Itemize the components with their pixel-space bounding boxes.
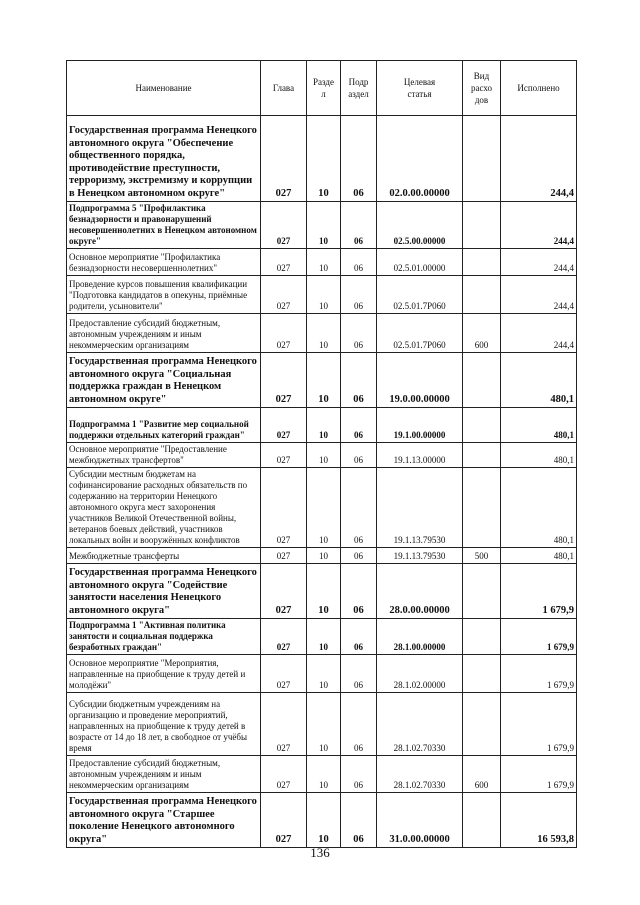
row-executed: 244,4 (501, 202, 577, 249)
row-section: 10 (307, 314, 341, 353)
row-subsection: 06 (341, 353, 377, 408)
row-executed: 480,1 (501, 468, 577, 548)
row-expense-type (463, 564, 501, 619)
row-expense-type: 500 (463, 548, 501, 564)
row-section: 10 (307, 276, 341, 314)
row-target: 19.0.00.00000 (377, 353, 463, 408)
row-name: Предоставление субсидий бюджетным, автономным учреждениям и иным некоммерческим организациям (67, 756, 261, 793)
table-header-row (67, 61, 577, 116)
table-row (67, 756, 577, 793)
header-executed: Исполнено (501, 61, 577, 116)
row-name: Предоставление субсидий бюджетным, автономным учреждениям и иным некоммерческим организациям (67, 314, 261, 353)
row-target: 02.0.00.00000 (377, 116, 463, 202)
row-name: Государственная программа Ненецкого автономного округа "Старшее поколение Ненецкого автономного округа" (67, 793, 261, 848)
row-executed: 480,1 (501, 443, 577, 468)
row-chapter: 027 (261, 353, 307, 408)
row-name: Межбюджетные трансферты (67, 548, 261, 564)
table-row (67, 693, 577, 756)
row-chapter: 027 (261, 116, 307, 202)
row-name: Подпрограмма 5 "Профилактика безнадзорности и правонарушений несовершеннолетних в Ненецком автономном округе" (67, 202, 261, 249)
row-chapter: 027 (261, 793, 307, 848)
row-target: 02.5.01.7Р060 (377, 314, 463, 353)
row-subsection: 06 (341, 314, 377, 353)
row-expense-type (463, 116, 501, 202)
table-row (67, 353, 577, 408)
row-executed: 244,4 (501, 276, 577, 314)
row-expense-type (463, 443, 501, 468)
table-row (67, 408, 577, 443)
row-section: 10 (307, 468, 341, 548)
row-name: Государственная программа Ненецкого автономного округа "Содействие занятости населения Ненецкого автономного округа" (67, 564, 261, 619)
row-target: 28.1.02.00000 (377, 655, 463, 693)
row-chapter: 027 (261, 443, 307, 468)
row-target: 02.5.00.00000 (377, 202, 463, 249)
table-row (67, 276, 577, 314)
row-expense-type (463, 353, 501, 408)
row-executed: 244,4 (501, 116, 577, 202)
row-executed: 1 679,9 (501, 619, 577, 655)
row-target: 02.5.01.00000 (377, 249, 463, 276)
row-target: 19.1.00.00000 (377, 408, 463, 443)
row-subsection: 06 (341, 202, 377, 249)
row-section: 10 (307, 408, 341, 443)
header-section: Разде л (307, 61, 341, 116)
row-chapter: 027 (261, 619, 307, 655)
row-section: 10 (307, 756, 341, 793)
budget-table (66, 60, 577, 848)
row-subsection: 06 (341, 468, 377, 548)
row-expense-type (463, 619, 501, 655)
row-subsection: 06 (341, 548, 377, 564)
row-section: 10 (307, 793, 341, 848)
header-subsection: Подр аздел (341, 61, 377, 116)
row-target: 28.0.00.00000 (377, 564, 463, 619)
table-row (67, 468, 577, 548)
row-target: 19.1.13.79530 (377, 468, 463, 548)
row-subsection: 06 (341, 793, 377, 848)
row-name: Субсидии бюджетным учреждениям на организацию и проведение мероприятий, направленных на приобщение к труду детей в возрасте от 14 до 18 лет, в свободное от учёбы время (67, 693, 261, 756)
table-row (67, 548, 577, 564)
row-executed: 1 679,9 (501, 655, 577, 693)
row-section: 10 (307, 249, 341, 276)
row-executed: 480,1 (501, 408, 577, 443)
row-section: 10 (307, 202, 341, 249)
header-expense-type: Вид расхо дов (463, 61, 501, 116)
row-target: 02.5.01.7Р060 (377, 276, 463, 314)
row-executed: 1 679,9 (501, 693, 577, 756)
row-expense-type (463, 202, 501, 249)
row-expense-type (463, 793, 501, 848)
row-subsection: 06 (341, 276, 377, 314)
row-chapter: 027 (261, 756, 307, 793)
row-chapter: 027 (261, 655, 307, 693)
row-name: Подпрограмма 1 "Активная политика занятости и социальная поддержка безработных граждан" (67, 619, 261, 655)
row-section: 10 (307, 564, 341, 619)
row-executed: 1 679,9 (501, 756, 577, 793)
row-expense-type: 600 (463, 756, 501, 793)
row-subsection: 06 (341, 408, 377, 443)
table-row (67, 314, 577, 353)
row-chapter: 027 (261, 548, 307, 564)
row-expense-type (463, 249, 501, 276)
row-section: 10 (307, 655, 341, 693)
table-row (67, 793, 577, 848)
row-target: 28.1.02.70330 (377, 756, 463, 793)
row-expense-type (463, 468, 501, 548)
header-chapter: Глава (261, 61, 307, 116)
row-executed: 16 593,8 (501, 793, 577, 848)
row-subsection: 06 (341, 693, 377, 756)
row-target: 19.1.13.79530 (377, 548, 463, 564)
row-section: 10 (307, 693, 341, 756)
row-section: 10 (307, 548, 341, 564)
row-name: Субсидии местным бюджетам на софинансирование расходных обязательств по содержанию на территории Ненецкого автономного округа мест захоронения участников Великой Отечественной войны, ветеранов боевых действий, участников локальных войн и вооружённых конфликтов (67, 468, 261, 548)
table-row (67, 655, 577, 693)
table-row (67, 249, 577, 276)
row-subsection: 06 (341, 443, 377, 468)
table-row (67, 202, 577, 249)
row-executed: 480,1 (501, 548, 577, 564)
row-target: 31.0.00.00000 (377, 793, 463, 848)
row-subsection: 06 (341, 249, 377, 276)
row-name: Государственная программа Ненецкого автономного округа "Обеспечение общественного порядка, противодействие преступности, терроризму, экстремизму и коррупции в Ненецком автономном округе" (67, 116, 261, 202)
row-subsection: 06 (341, 564, 377, 619)
row-chapter: 027 (261, 249, 307, 276)
row-chapter: 027 (261, 408, 307, 443)
row-expense-type (463, 408, 501, 443)
row-subsection: 06 (341, 756, 377, 793)
row-section: 10 (307, 116, 341, 202)
row-target: 28.1.00.00000 (377, 619, 463, 655)
table-row (67, 619, 577, 655)
row-executed: 244,4 (501, 314, 577, 353)
row-subsection: 06 (341, 619, 377, 655)
row-subsection: 06 (341, 655, 377, 693)
row-name: Основное мероприятие "Предоставление межбюджетных трансфертов" (67, 443, 261, 468)
header-target: Целевая статья (377, 61, 463, 116)
row-executed: 1 679,9 (501, 564, 577, 619)
table-row (67, 564, 577, 619)
row-section: 10 (307, 619, 341, 655)
row-name: Подпрограмма 1 "Развитие мер социальной поддержки отдельных категорий граждан" (67, 408, 261, 443)
row-chapter: 027 (261, 468, 307, 548)
row-subsection: 06 (341, 116, 377, 202)
row-name: Основное мероприятие "Мероприятия, направленные на приобщение к труду детей и молодёжи" (67, 655, 261, 693)
table-row (67, 116, 577, 202)
row-chapter: 027 (261, 564, 307, 619)
row-target: 19.1.13.00000 (377, 443, 463, 468)
table-row (67, 443, 577, 468)
row-name: Государственная программа Ненецкого автономного округа "Социальная поддержка граждан в Ненецком автономном округе" (67, 353, 261, 408)
row-section: 10 (307, 353, 341, 408)
row-section: 10 (307, 443, 341, 468)
row-chapter: 027 (261, 314, 307, 353)
row-name: Проведение курсов повышения квалификации "Подготовка кандидатов в опекуны, приёмные родители, усыновители" (67, 276, 261, 314)
row-chapter: 027 (261, 693, 307, 756)
row-executed: 480,1 (501, 353, 577, 408)
row-expense-type (463, 276, 501, 314)
row-expense-type: 600 (463, 314, 501, 353)
row-chapter: 027 (261, 202, 307, 249)
header-name: Наименование (67, 61, 261, 116)
page-number: 136 (310, 845, 330, 860)
row-executed: 244,4 (501, 249, 577, 276)
row-target: 28.1.02.70330 (377, 693, 463, 756)
row-expense-type (463, 655, 501, 693)
row-name: Основное мероприятие "Профилактика безнадзорности несовершеннолетних" (67, 249, 261, 276)
row-chapter: 027 (261, 276, 307, 314)
row-expense-type (463, 693, 501, 756)
